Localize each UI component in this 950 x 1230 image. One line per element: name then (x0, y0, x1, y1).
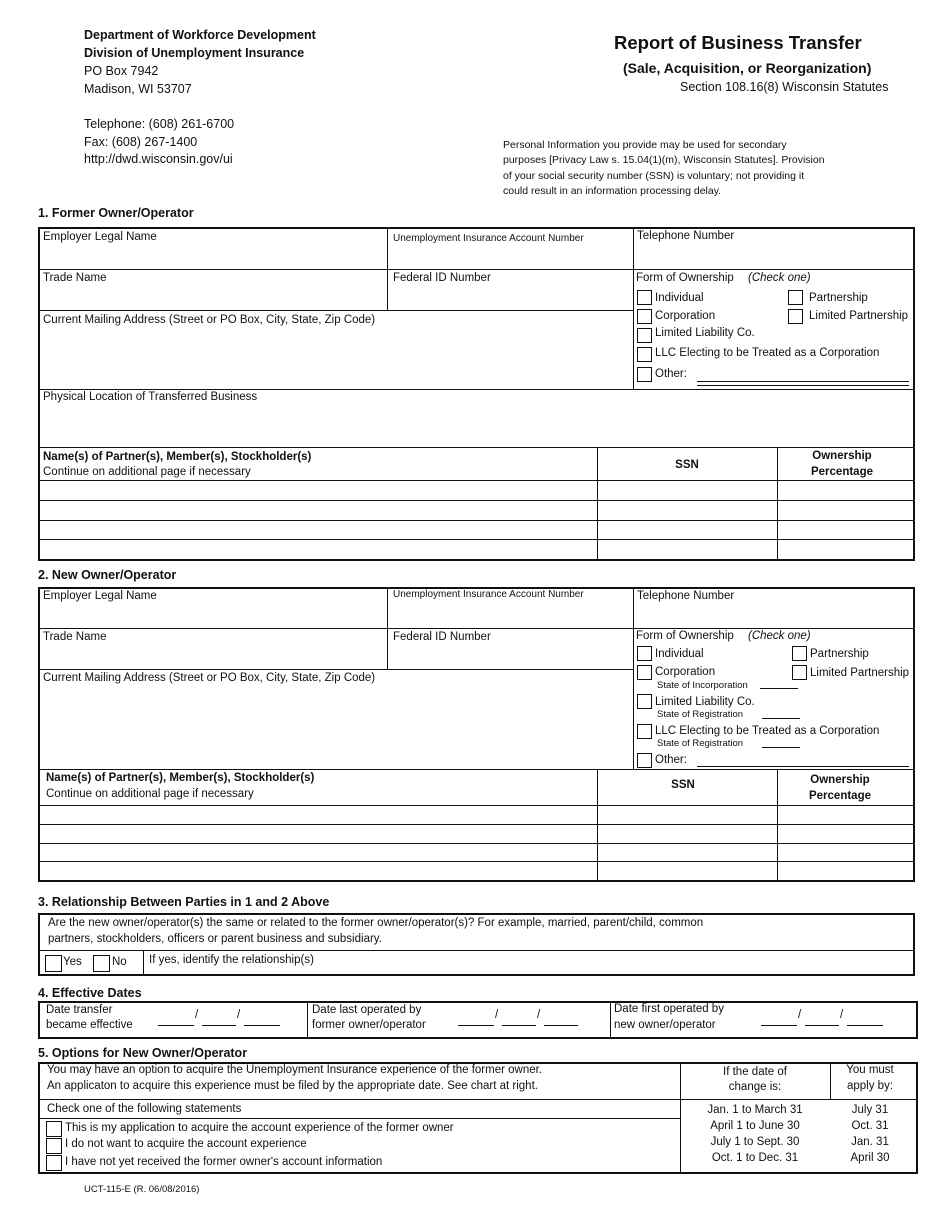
s2-partnership-label: Partnership (810, 648, 869, 660)
agency-url[interactable]: http://dwd.wisconsin.gov/ui (84, 152, 233, 166)
s4-d1-day[interactable] (202, 1025, 236, 1026)
s5-intro-line1: You may have an option to acquire the Unemployment Insurance experience of the former owner. (47, 1064, 543, 1076)
s4-d1-label-a: Date transfer (46, 1004, 113, 1016)
s1-percentage-header: Percentage (810, 466, 873, 478)
s2-individual-label: Individual (655, 648, 704, 660)
s2-partnership-checkbox[interactable] (792, 646, 807, 661)
s2-other-input[interactable] (697, 766, 909, 767)
s5-period: April 1 to June 30 (710, 1120, 800, 1132)
s2-llc-checkbox[interactable] (637, 694, 652, 709)
s1-limited-partnership-checkbox[interactable] (788, 309, 803, 324)
s1-fein-field[interactable] (389, 271, 631, 308)
s1-limited-partnership-label: Limited Partnership (809, 310, 909, 322)
section5-title: 5. Options for New Owner/Operator (38, 1046, 248, 1060)
s1-partners-label: Name(s) of Partner(s), Member(s), Stockholder(s) (43, 451, 312, 463)
s4-d1-year[interactable] (244, 1025, 280, 1026)
s4-d2-label-a: Date last operated by (312, 1004, 422, 1016)
s5-intro-line2: An applicaton to acquire this experience must be filed by the appropriate date. See chart at right. (47, 1080, 538, 1092)
s2-other-label: Other: (655, 754, 687, 766)
s2-partners-label: Name(s) of Partner(s), Member(s), Stockholder(s) (46, 772, 315, 784)
s1-other-input[interactable] (697, 381, 909, 382)
s4-d2-label-b: former owner/operator (312, 1019, 426, 1031)
s2-corporation-label: Corporation (655, 666, 716, 678)
s1-individual-label: Individual (655, 292, 704, 304)
s5-deadline: July 31 (851, 1104, 889, 1116)
s1-corporation-label: Corporation (655, 310, 716, 322)
section3-title: 3. Relationship Between Parties in 1 and 2 Above (38, 895, 330, 909)
s4-d2-year[interactable] (544, 1025, 578, 1026)
s1-llc-corp-label: LLC Electing to be Treated as a Corporation (655, 347, 880, 359)
form-subtitle: (Sale, Acquisition, or Reorganization) (623, 60, 872, 76)
s1-trade-name-label: Trade Name (43, 272, 107, 284)
s5-option2-checkbox[interactable] (46, 1138, 62, 1154)
s4-d3-label-b: new owner/operator (614, 1019, 716, 1031)
s4-d3-label-a: Date first operated by (614, 1003, 724, 1015)
s1-ownership-header: Ownership (812, 450, 872, 462)
agency-fax: Fax: (608) 267-1400 (84, 135, 198, 149)
s1-physical-label: Physical Location of Transferred Business (43, 391, 258, 403)
s5-option1-checkbox[interactable] (46, 1121, 62, 1137)
s2-legal-name-label: Employer Legal Name (43, 590, 157, 602)
form-statute: Section 108.16(8) Wisconsin Statutes (680, 80, 889, 94)
s2-form-ownership-label: Form of Ownership (636, 630, 734, 642)
s5-deadline: Oct. 31 (851, 1120, 889, 1132)
s5-period: July 1 to Sept. 30 (710, 1136, 800, 1148)
s4-d1-label-b: became effective (46, 1019, 133, 1031)
s2-trade-name-field[interactable] (40, 630, 385, 667)
form-number: UCT-115-E (R. 06/08/2016) (84, 1184, 200, 1195)
s2-mailing-field[interactable] (40, 671, 631, 767)
s1-ui-account-label: Unemployment Insurance Account Number (393, 233, 584, 244)
s2-state-registration-label: State of Registration (657, 709, 744, 720)
s3-no-label: No (112, 956, 127, 968)
s5-option3-checkbox[interactable] (46, 1155, 62, 1171)
agency-city: Madison, WI 53707 (84, 82, 192, 96)
s4-d3-month[interactable] (761, 1025, 797, 1026)
s1-partnership-label: Partnership (809, 292, 868, 304)
agency-dept: Department of Workforce Development (84, 28, 316, 42)
s1-form-ownership-label: Form of Ownership (636, 272, 734, 284)
s1-check-one: (Check one) (748, 272, 811, 284)
s1-llc-label: Limited Liability Co. (655, 327, 755, 339)
s2-trade-name-label: Trade Name (43, 631, 107, 643)
s1-mailing-label: Current Mailing Address (Street or PO Box, City, State, Zip Code) (43, 314, 376, 326)
s2-mailing-label: Current Mailing Address (Street or PO Box, City, State, Zip Code) (43, 672, 376, 684)
s2-telephone-field[interactable] (635, 589, 913, 626)
s1-telephone-label: Telephone Number (637, 230, 735, 242)
s3-identify-label: If yes, identify the relationship(s) (149, 954, 314, 966)
section2-title: 2. New Owner/Operator (38, 568, 177, 582)
s5-option2-label: I do not want to acquire the account experience (65, 1138, 307, 1150)
s2-state-registration2-label: State of Registration (657, 738, 744, 749)
s2-state-incorporation-input[interactable] (760, 688, 798, 689)
s2-ui-account-label: Unemployment Insurance Account Number (393, 589, 584, 600)
s3-question-line2: partners, stockholders, officers or parent business and subsidiary. (48, 933, 382, 945)
s1-ssn-header: SSN (675, 459, 699, 471)
s1-partnership-checkbox[interactable] (788, 290, 803, 305)
s2-state-registration2-input[interactable] (762, 747, 800, 748)
s2-individual-checkbox[interactable] (637, 646, 652, 661)
s1-other-checkbox[interactable] (637, 367, 652, 382)
agency-division: Division of Unemployment Insurance (84, 46, 305, 60)
s2-limited-partnership-checkbox[interactable] (792, 665, 807, 680)
section4-title: 4. Effective Dates (38, 986, 142, 1000)
s2-partners-table[interactable] (40, 807, 913, 880)
section4-box (38, 1001, 918, 1039)
agency-po-box: PO Box 7942 (84, 64, 159, 78)
s5-deadline: April 30 (850, 1152, 890, 1164)
s3-no-checkbox[interactable] (93, 955, 110, 972)
s5-check-one-label: Check one of the following statements (47, 1103, 242, 1115)
s2-fein-label: Federal ID Number (393, 631, 491, 643)
s5-period: Jan. 1 to March 31 (707, 1104, 803, 1116)
form-title: Report of Business Transfer (614, 32, 862, 53)
s3-identify-field[interactable] (145, 968, 911, 974)
s1-fein-label: Federal ID Number (393, 272, 491, 284)
s2-llc-corp-label: LLC Electing to be Treated as a Corporation (655, 725, 880, 737)
s2-llc-corp-checkbox[interactable] (637, 724, 652, 739)
s1-individual-checkbox[interactable] (637, 290, 652, 305)
s5-col1-header-a: If the date of (723, 1066, 787, 1078)
s1-physical-field[interactable] (40, 391, 913, 445)
s1-partners-table[interactable] (40, 482, 913, 559)
s1-mailing-field[interactable] (40, 312, 631, 387)
s2-fein-field[interactable] (389, 630, 631, 667)
s2-check-one: (Check one) (748, 630, 811, 642)
s5-deadline: Jan. 31 (851, 1136, 889, 1148)
s4-d3-year[interactable] (847, 1025, 883, 1026)
s5-option1-label: This is my application to acquire the account experience of the former owner (65, 1122, 454, 1134)
s5-col2-header-b: apply by: (846, 1080, 894, 1092)
s1-llc-corp-checkbox[interactable] (637, 347, 652, 362)
s4-d3-day[interactable] (805, 1025, 839, 1026)
s2-telephone-label: Telephone Number (637, 590, 735, 602)
s4-d1-month[interactable] (158, 1025, 194, 1026)
s1-telephone-field[interactable] (635, 229, 913, 267)
s2-llc-label: Limited Liability Co. (655, 696, 755, 708)
s1-llc-checkbox[interactable] (637, 328, 652, 343)
s2-continue-note: Continue on additional page if necessary (46, 788, 254, 800)
s2-ownership-header: Ownership (810, 774, 870, 786)
s4-d2-month[interactable] (458, 1025, 494, 1026)
s2-state-incorporation-label: State of Incorporation (657, 680, 748, 691)
section1-title: 1. Former Owner/Operator (38, 206, 194, 220)
s2-legal-name-field[interactable] (40, 589, 385, 626)
s2-state-registration-input[interactable] (762, 718, 800, 719)
s2-ssn-header: SSN (671, 779, 695, 791)
s5-col1-header-b: change is: (728, 1081, 782, 1093)
s1-legal-name-label: Employer Legal Name (43, 231, 157, 243)
s3-question-line1: Are the new owner/operator(s) the same or related to the former owner/operator(s)? For example, married, parent/child, common (48, 917, 704, 929)
s1-continue-note: Continue on additional page if necessary (43, 466, 251, 478)
s1-other-label: Other: (655, 368, 687, 380)
agency-phone: Telephone: (608) 261-6700 (84, 117, 235, 131)
s1-legal-name-field[interactable] (40, 229, 385, 267)
s2-corporation-checkbox[interactable] (637, 665, 652, 680)
s2-percentage-header: Percentage (808, 790, 871, 802)
s4-d2-day[interactable] (502, 1025, 536, 1026)
s2-limited-partnership-label: Limited Partnership (810, 667, 910, 679)
s2-other-checkbox[interactable] (637, 753, 652, 768)
s5-option3-label: I have not yet received the former owner's account information (65, 1156, 383, 1168)
s5-period: Oct. 1 to Dec. 31 (711, 1152, 799, 1164)
s5-col2-header-a: You must (846, 1064, 894, 1076)
s3-yes-label: Yes (63, 956, 82, 968)
s1-trade-name-field[interactable] (40, 271, 385, 308)
s1-corporation-checkbox[interactable] (637, 309, 652, 324)
s3-yes-checkbox[interactable] (45, 955, 62, 972)
